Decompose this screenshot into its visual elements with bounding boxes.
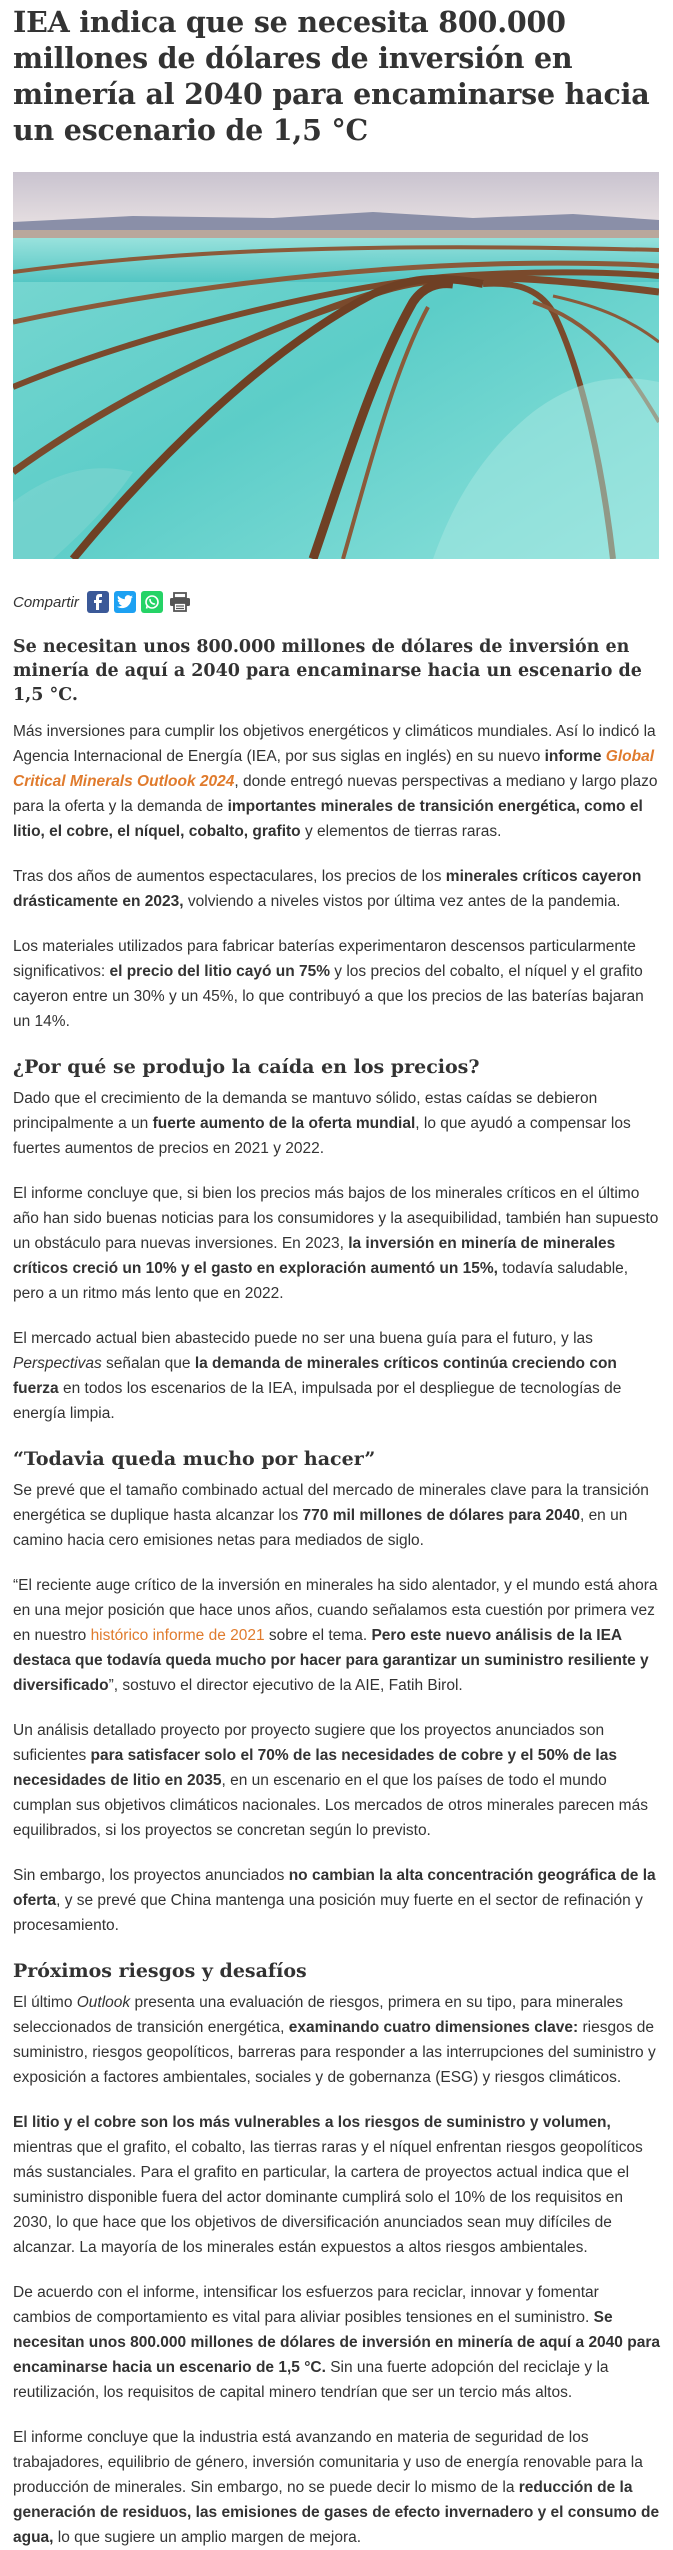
article-lead: Se necesitan unos 800.000 millones de dólares de inversión en minería de aquí a 2040 para encaminarse hacia un escenario de 1,5 °C.: [13, 637, 642, 705]
section-heading: ¿Por qué se produjo la caída en los precios?: [13, 1056, 480, 1078]
paragraph: Tras dos años de aumentos espectaculares, los precios de los minerales críticos cayeron drásticamente en 2023, volviendo a niveles vistos por última vez antes de la pandemia.: [13, 868, 642, 910]
paragraph: Más inversiones para cumplir los objetivos energéticos y climáticos mundiales. Así lo indicó la Agencia Internacional de Energía (IEA, por sus siglas en inglés) en su nuevo informe Global Critical Minerals Outlook 2024, donde entregó nuevas perspectivas a mediano y largo plazo para la oferta y la demanda de importantes minerales de transición energética, como el litio, el cobre, el níquel, cobalto, grafito y elementos de tierras raras.: [13, 723, 658, 840]
paragraph: El litio y el cobre son los más vulnerables a los riesgos de suministro y volumen, mientras que el grafito, el cobalto, las tierras raras y el níquel enfrentan riesgos geopolíticos más sustanciales. Para el grafito en particular, la cartera de proyectos actual indica que el suministro disponible fuera del actor dominante cumplirá solo el 10% de los requisitos en 2030, lo que hace que los objetivos de diversificación anunciados sean muy difíciles de alcanzar. La mayoría de los minerales están expuestos a altos riesgos ambientales.: [13, 2114, 643, 2256]
paragraph: De acuerdo con el informe, intensificar los esfuerzos para reciclar, innovar y fomentar cambios de comportamiento es vital para aliviar posibles tensiones en el suministro. Se necesitan unos 800.000 millones de dólares de inversión en minería de aquí a 2040 para encaminarse hacia un escenario de 1,5 °C. Sin una fuerte adopción del reciclaje y la reutilización, los requisitos de capital minero tendrían que ser un tercio más altos.: [13, 2284, 660, 2401]
paragraph: El último Outlook presenta una evaluación de riesgos, primera en su tipo, para minerales seleccionados de transición energética, examinando cuatro dimensiones clave: riesgos de suministro, riesgos geopolíticos, barreras para responder a las interrupciones del suministro y exposición a factores ambientales, sociales y de gobernanza (ESG) y riesgos climáticos.: [13, 1994, 656, 2086]
paragraph: Dado que el crecimiento de la demanda se mantuvo sólido, estas caídas se debieron principalmente a un fuerte aumento de la oferta mundial, lo que ayudó a compensar los fuertes aumentos de precios en 2021 y 2022.: [13, 1090, 631, 1157]
paragraph: Un análisis detallado proyecto por proyecto sugiere que los proyectos anunciados son suficientes para satisfacer solo el 70% de las necesidades de cobre y el 50% de las necesidades de litio en 2035, en un escenario en el que los países de todo el mundo cumplan sus objetivos climáticos nacionales. Los mercados de otros minerales parecen más equilibrados, si los proyectos se concretan según lo previsto.: [13, 1722, 648, 1839]
article: [0, 4, 673, 2550]
paragraph: “El reciente auge crítico de la inversión en minerales ha sido alentador, y el mundo está ahora en una mejor posición que hace unos años, cuando señalamos esta cuestión por primera vez en nuestro histórico informe de 2021 sobre el tema. Pero este nuevo análisis de la IEA destaca que todavía queda mucho por hacer para garantizar un suministro resiliente y diversificado”, sostuvo el director ejecutivo de la AIE, Fatih Birol.: [13, 1577, 658, 1694]
facebook-icon[interactable]: [87, 591, 109, 613]
section-heading: “Todavia queda mucho por hacer”: [13, 1448, 376, 1470]
report-link[interactable]: Global Critical Minerals Outlook 2024: [13, 748, 655, 790]
paragraph: El mercado actual bien abastecido puede no ser una buena guía para el futuro, y las Perspectivas señalan que la demanda de minerales críticos continúa creciendo con fuerza en todos los escenarios de la IEA, impulsada por el despliegue de tecnologías de energía limpia.: [13, 1330, 622, 1422]
hero-image: [13, 172, 659, 559]
print-icon[interactable]: [168, 591, 192, 613]
paragraph: Los materiales utilizados para fabricar baterías experimentaron descensos particularmente significativos: el precio del litio cayó un 75% y los precios del cobalto, el níquel y el grafito cayeron entre un 30% y un 45%, lo que contribuyó a que los precios de las baterías bajaran un 14%.: [13, 938, 644, 1030]
lithium-ponds-illustration: [13, 172, 659, 559]
paragraph: El informe concluye que, si bien los precios más bajos de los minerales críticos en el último año han sido buenas noticias para los consumidores y la asequibilidad, también han supuesto un obstáculo para nuevas inversiones. En 2023, la inversión en minería de minerales críticos creció un 10% y el gasto en exploración aumentó un 15%, todavía saludable, pero a un ritmo más lento que en 2022.: [13, 1185, 659, 1302]
report-2021-link[interactable]: histórico informe de 2021: [90, 1627, 265, 1644]
share-bar: [13, 589, 660, 615]
section-heading: Próximos riesgos y desafíos: [13, 1960, 307, 1982]
paragraph: Se prevé que el tamaño combinado actual del mercado de minerales clave para la transición energética se duplique hasta alcanzar los 770 mil millones de dólares para 2040, en un camino hacia cero emisiones netas para mediados de siglo.: [13, 1482, 649, 1549]
paragraph: El informe concluye que la industria está avanzando en materia de seguridad de los trabajadores, equilibrio de género, inversión comunitaria y uso de energía renovable para la producción de minerales. Sin embargo, no se puede decir lo mismo de la reducción de la generación de residuos, las emisiones de gases de efecto invernadero y el consumo de agua, lo que sugiere un amplio margen de mejora.: [13, 2429, 660, 2546]
whatsapp-icon[interactable]: [141, 591, 163, 613]
article-title: IEA indica que se necesita 800.000 millones de dólares de inversión en minería al 2040 para encaminarse hacia un escenario de 1,5 °C: [13, 5, 650, 147]
twitter-icon[interactable]: [114, 591, 136, 613]
paragraph: Sin embargo, los proyectos anunciados no cambian la alta concentración geográfica de la oferta, y se prevé que China mantenga una posición muy fuerte en el sector de refinación y procesamiento.: [13, 1867, 656, 1934]
share-label: Compartir: [13, 593, 79, 611]
